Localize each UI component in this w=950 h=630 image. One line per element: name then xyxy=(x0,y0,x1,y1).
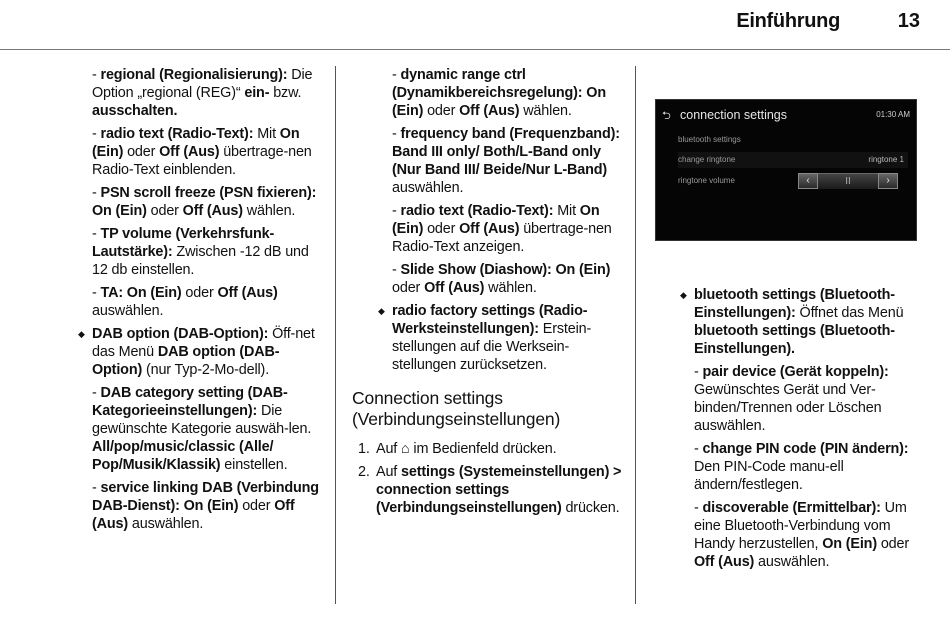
volume-track: II xyxy=(818,173,878,189)
item-dynamic-range: - dynamic range ctrl (Dynamikbereichsregelung): On (Ein) oder Off (Aus) wählen. xyxy=(392,67,606,119)
connection-settings-screen xyxy=(655,99,917,241)
header-rule xyxy=(0,49,950,50)
item-change-pin: - change PIN code (PIN ändern): Den PIN-Code manu-ell ändern/festlegen. xyxy=(694,441,909,493)
volume-increase-button: › xyxy=(878,173,898,189)
column-1 xyxy=(78,66,323,538)
item-frequency-band: - frequency band (Frequenzband): Band III only/ Both/L-Band only (Nur Band III/ Beide/Nur L-Band) auswählen. xyxy=(392,126,620,196)
item-dab-category: - DAB category setting (DAB-Kategorieeinstellungen): Die gewünschte Kategorie auswäh-len. All/pop/music/classic (Alle/ Pop/Musik/Klassik) einstellen. xyxy=(92,385,312,473)
screen-title: connection settings xyxy=(680,108,788,122)
back-icon: ⮌ xyxy=(662,110,671,122)
item-service-linking: - service linking DAB (Verbindung DAB-Dienst): On (Ein) oder Off (Aus) auswählen. xyxy=(92,480,319,532)
column-2 xyxy=(352,66,624,522)
bullet-radio-factory-settings: ◆ radio factory settings (Radio-Werksteinstellungen): Erstein-stellungen auf die Werksein-stellungen zurücksetzen. xyxy=(378,302,624,374)
item-regional: - regional (Regionalisierung): Die Option „regional (REG)“ ein- bzw. ausschalten. xyxy=(92,67,313,119)
screen-ringtone-value: ringtone 1 xyxy=(868,155,904,164)
section-title-connection-settings: Connection settings (Verbindungseinstellungen) xyxy=(352,388,561,429)
bullet-bluetooth-settings: ◆ bluetooth settings (Bluetooth-Einstellungen): Öffnet das Menü bluetooth settings (Bluetooth-Einstellungen). xyxy=(680,286,928,358)
bullet-dab-option: ◆ DAB option (DAB-Option): Öff-net das Menü DAB option (DAB-Option) (nur Typ-2-Mo-dell). xyxy=(78,325,323,379)
volume-decrease-button: ‹ xyxy=(798,173,818,189)
column-divider-1 xyxy=(335,66,336,604)
screen-clock: 01:30 AM xyxy=(876,110,910,119)
home-icon: ⌂ xyxy=(401,441,410,457)
screen-row-bluetooth-settings: bluetooth settings xyxy=(678,135,741,144)
column-3 xyxy=(680,286,928,576)
screen-row-change-ringtone: change ringtone ringtone 1 xyxy=(678,152,908,168)
step-1: 1. Auf ⌂ im Bedienfeld drücken. xyxy=(358,441,557,457)
item-slide-show: - Slide Show (Diashow): On (Ein) oder Off (Aus) wählen. xyxy=(392,262,611,296)
screen-row-ringtone-volume: ringtone volume xyxy=(678,176,735,185)
item-discoverable: - discoverable (Ermittelbar): Um eine Bluetooth-Verbindung vom Handy herzustellen, On (Ein) oder Off (Aus) auswählen. xyxy=(694,500,910,570)
item-radio-text-dab: - radio text (Radio-Text): Mit On (Ein) oder Off (Aus) übertrage-nen Radio-Text anzeigen. xyxy=(392,203,612,255)
header-title: Einführung xyxy=(736,10,840,32)
item-ta: - TA: On (Ein) oder Off (Aus) auswählen. xyxy=(92,285,278,319)
step-2: 2. Auf settings (Systemeinstellungen) > connection settings (Verbindungseinstellungen) drücken. xyxy=(358,464,622,516)
column-divider-2 xyxy=(635,66,636,604)
item-psn-scroll-freeze: - PSN scroll freeze (PSN fixieren): On (Ein) oder Off (Aus) wählen. xyxy=(92,185,317,219)
screen-title-bar xyxy=(656,106,916,124)
item-pair-device: - pair device (Gerät koppeln): Gewünschtes Gerät und Ver-binden/Trennen oder Löschen auswählen. xyxy=(694,364,889,434)
page-number: 13 xyxy=(897,10,920,32)
item-radio-text: - radio text (Radio-Text): Mit On (Ein) oder Off (Aus) übertrage-nen Radio-Text einblenden. xyxy=(92,126,312,178)
item-tp-volume: - TP volume (Verkehrsfunk-Lautstärke): Zwischen -12 dB und 12 db einstellen. xyxy=(92,226,309,278)
